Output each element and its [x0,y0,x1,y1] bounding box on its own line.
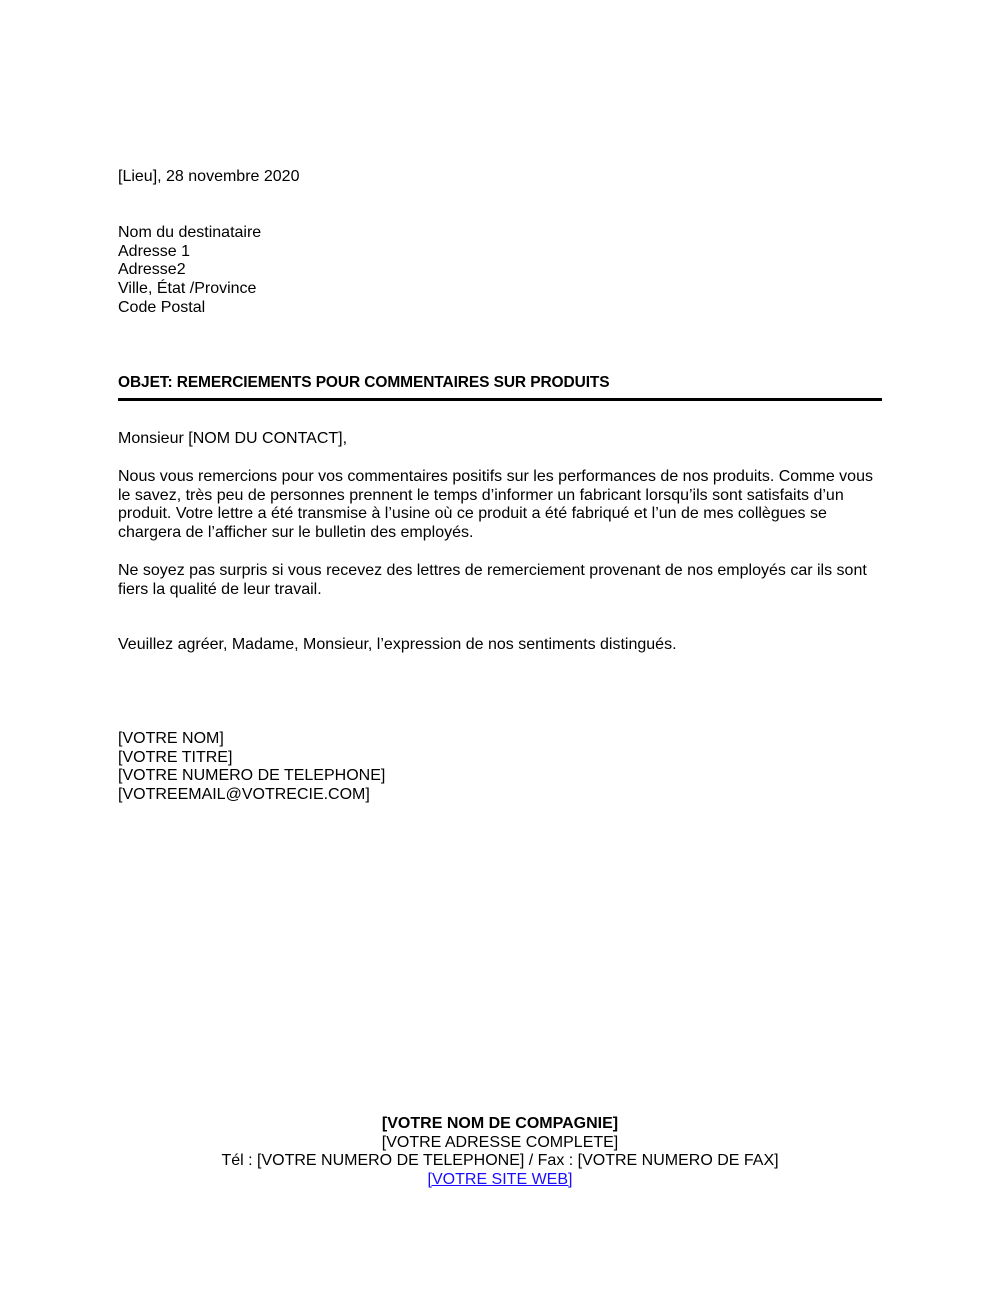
signature-email: [VOTREEMAIL@VOTRECIE.COM] [118,786,370,804]
signature-phone: [VOTRE NUMERO DE TELEPHONE] [118,767,386,785]
recipient-city-state: Ville, État /Province [118,280,257,298]
paragraph-text: Ne soyez pas surpris si vous recevez des lettres de remerciement provenant de nos employés car ils sont fiers la qualité de leur travail. [118,562,867,598]
subject-divider [118,398,882,401]
date-line: [Lieu], 28 novembre 2020 [118,168,300,185]
subject-line: OBJET: REMERCIEMENTS POUR COMMENTAIRES SUR PRODUITS [118,374,610,391]
subject-block [118,374,888,393]
recipient-postal-code: Code Postal [118,298,206,316]
salutation-block [118,430,888,449]
footer-website-link[interactable]: [VOTRE SITE WEB] [427,1171,573,1189]
date-block [118,168,888,187]
signature-block [118,730,888,805]
body-paragraph-1 [118,468,886,543]
signature-title: [VOTRE TITRE] [118,748,233,766]
recipient-address1: Adresse 1 [118,242,191,260]
recipient-address2: Adresse2 [118,261,186,279]
closing-block [118,636,888,655]
letterhead-footer [0,1115,1000,1190]
footer-company-name: [VOTRE NOM DE COMPAGNIE] [381,1115,619,1132]
recipient-name: Nom du destinataire [118,224,262,241]
paragraph-text: Nous vous remercions pour vos commentaires positifs sur les performances de nos produits. Comme vous le savez, très peu de personnes prennent le temps d’informer un fabricant lorsqu’ils sont satisfaits d’un produit. Votre lettre a été transmise à l’usine où ce produit a été fabriqué et l’un de mes collègues se chargera de l’afficher sur le bulletin des employés. [118,468,873,542]
recipient-address [118,224,888,318]
footer-address: [VOTRE ADRESSE COMPLETE] [381,1133,619,1151]
footer-contact: Tél : [VOTRE NUMERO DE TELEPHONE] / Fax : [VOTRE NUMERO DE FAX] [221,1152,779,1170]
salutation: Monsieur [NOM DU CONTACT], [118,430,348,447]
body-paragraph-2 [118,562,886,599]
closing-line: Veuillez agréer, Madame, Monsieur, l’expression de nos sentiments distingués. [118,636,677,653]
signature-name: [VOTRE NOM] [118,730,224,747]
